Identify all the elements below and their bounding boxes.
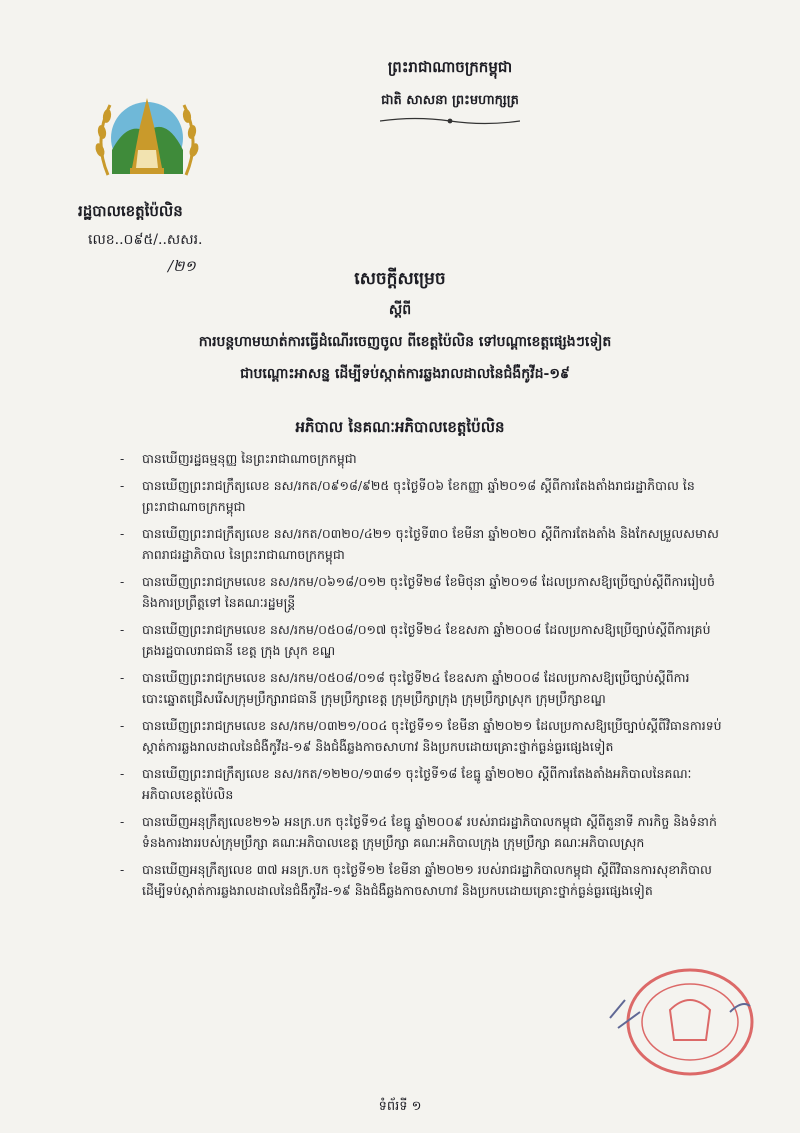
recital-item: - បានឃើញព្រះរាជក្រមលេខ នស/រកម/០៣២១/០០៤ ចុះថ្ងៃទី១១ ខែមីនា ឆ្នាំ២០២១ ដែលប្រកាសឱ្យប្រើច្បាប់ស្តីពីវិធានការទប់ស្កាត់ការឆ្លងរាលដាលនៃជំងឺកូវីដ-១៩ និងជំងឺឆ្លងកាចសាហាវ និងប្រកបដោយគ្រោះថ្នាក់ធ្ងន់ធ្ងរផ្សេងទៀត [120,718,722,754]
kingdom-heading: ព្រះរាជាណាចក្រកម្ពុជា [387,58,513,76]
motto-ornament-icon [380,116,520,126]
authority-heading: អភិបាល នៃគណៈអភិបាលខេត្តប៉ៃលិន [295,418,505,436]
subject-line-2: ជាបណ្តោះអាសន្ន ដើម្បីទប់ស្កាត់ការឆ្លងរាលដាលនៃជំងឺកូវីដ-១៩ [240,366,570,382]
province-logo-icon [88,80,206,198]
subject-line-1: ការបន្តហាមឃាត់ការធ្វើដំណើរចេញចូល ពីខេត្តប៉ៃលិន ទៅបណ្តាខេត្តផ្សេងៗទៀត [198,334,612,350]
recital-item: - បានឃើញព្រះរាជក្រឹត្យលេខ នស/រកត/០៩១៨/៩២៥ ចុះថ្ងៃទី០៦ ខែកញ្ញា ឆ្នាំ២០១៨ ស្តីពីការតែងតាំងរាជរដ្ឋាភិបាល នៃព្រះរាជាណាចក្រកម្ពុជា [120,478,695,514]
recital-item: - បានឃើញអនុក្រឹត្យលេខ ៣៧ អនក្រ.បក ចុះថ្ងៃទី១២ ខែមីនា ឆ្នាំ២០២១ របស់រាជរដ្ឋាភិបាលកម្ពុជា ស្តីពីវិធានការសុខាភិបាល ដើម្បីទប់ស្កាត់ការឆ្លងរាលដាលនៃជំងឺកូវីដ-១៩ និងជំងឺឆ្លងកាចសាហាវ និងប្រកបដោយគ្រោះថ្នាក់ធ្ងន់ធ្ងរផ្សេងទៀត [120,862,712,898]
recital-item: - បានឃើញព្រះរាជក្រឹត្យលេខ នស/រកត/១២២០/១៣៨១ ចុះថ្ងៃទី១៨ ខែធ្នូ ឆ្នាំ២០២០ ស្តីពីការតែងតាំងអភិបាលនៃគណៈអភិបាលខេត្តប៉ៃលិន [120,766,692,802]
recital-item: - បានឃើញអនុក្រឹត្យលេខ២១៦ អនក្រ.បក ចុះថ្ងៃទី១៤ ខែធ្នូ ឆ្នាំ២០០៩ របស់រាជរដ្ឋាភិបាលកម្ពុជា ស្តីពីតួនាទី ភារកិច្ច និងទំនាក់ទំនងការងាររបស់ក្រុមប្រឹក្សា គណៈអភិបាលខេត្ត ក្រុមប្រឹក្សា គណៈអភិបាលក្រុង ក្រុមប្រឹក្សា គណៈអភិបាលស្រុក [120,814,717,850]
official-seal-icon [590,960,760,1080]
recital-item: - បានឃើញព្រះរាជក្រមលេខ នស/រកម/០៥០៨/០១៨ ចុះថ្ងៃទី២៤ ខែឧសភា ឆ្នាំ២០០៨ ដែលប្រកាសឱ្យប្រើច្បាប់ស្តីពីការបោះឆ្នោតជ្រើសរើសក្រុមប្រឹក្សារាជធានី ក្រុមប្រឹក្សាខេត្ត ក្រុមប្រឹក្សាក្រុង ក្រុមប្រឹក្សាស្រុក ក្រុមប្រឹក្សាខណ្ឌ [120,670,690,706]
recital-item: - បានឃើញព្រះរាជក្រមលេខ នស/រកម/០៦១៨/០១២ ចុះថ្ងៃទី២៨ ខែមិថុនា ឆ្នាំ២០១៨ ដែលប្រកាសឱ្យប្រើច្បាប់ស្តីពីការរៀបចំ និងការប្រព្រឹត្តទៅ នៃគណៈរដ្ឋមន្ត្រី [120,574,715,610]
recitals-list [120,448,730,907]
recital-item: - បានឃើញព្រះរាជក្រឹត្យលេខ នស/រកត/០៣២០/៤២១ ចុះថ្ងៃទី៣០ ខែមីនា ឆ្នាំ២០២០ ស្តីពីការតែងតាំង និងកែសម្រួលសមាសភាពរាជរដ្ឋាភិបាល នៃព្រះរាជាណាចក្រកម្ពុជា [120,526,719,562]
issuing-office: រដ្ឋបាលខេត្តប៉ៃលិន [78,202,183,220]
page-number: ទំព័រទី ១ [378,1099,422,1114]
subject-title [85,326,725,390]
document-type-title: សេចក្តីសម្រេច [354,269,446,289]
recital-item: - បានឃើញព្រះរាជក្រមលេខ នស/រកម/០៥០៨/០១៧ ចុះថ្ងៃទី២៤ ខែឧសភា ឆ្នាំ២០០៨ ដែលប្រកាសឱ្យប្រើច្បាប់ស្តីពីការគ្រប់គ្រងរដ្ឋបាលរាជធានី ខេត្ត ក្រុង ស្រុក ខណ្ឌ [120,622,711,658]
about-label: ស្តីពី [388,302,412,318]
recital-item: - បានឃើញរដ្ឋធម្មនុញ្ញ នៃព្រះរាជាណាចក្រកម្ពុជា [120,451,357,466]
national-motto: ជាតិ សាសនា ព្រះមហាក្សត្រ [381,93,519,108]
reference-number: លេខ..០៩៥/..សសរ. [88,232,203,248]
reference-year: /២១ [168,257,196,275]
